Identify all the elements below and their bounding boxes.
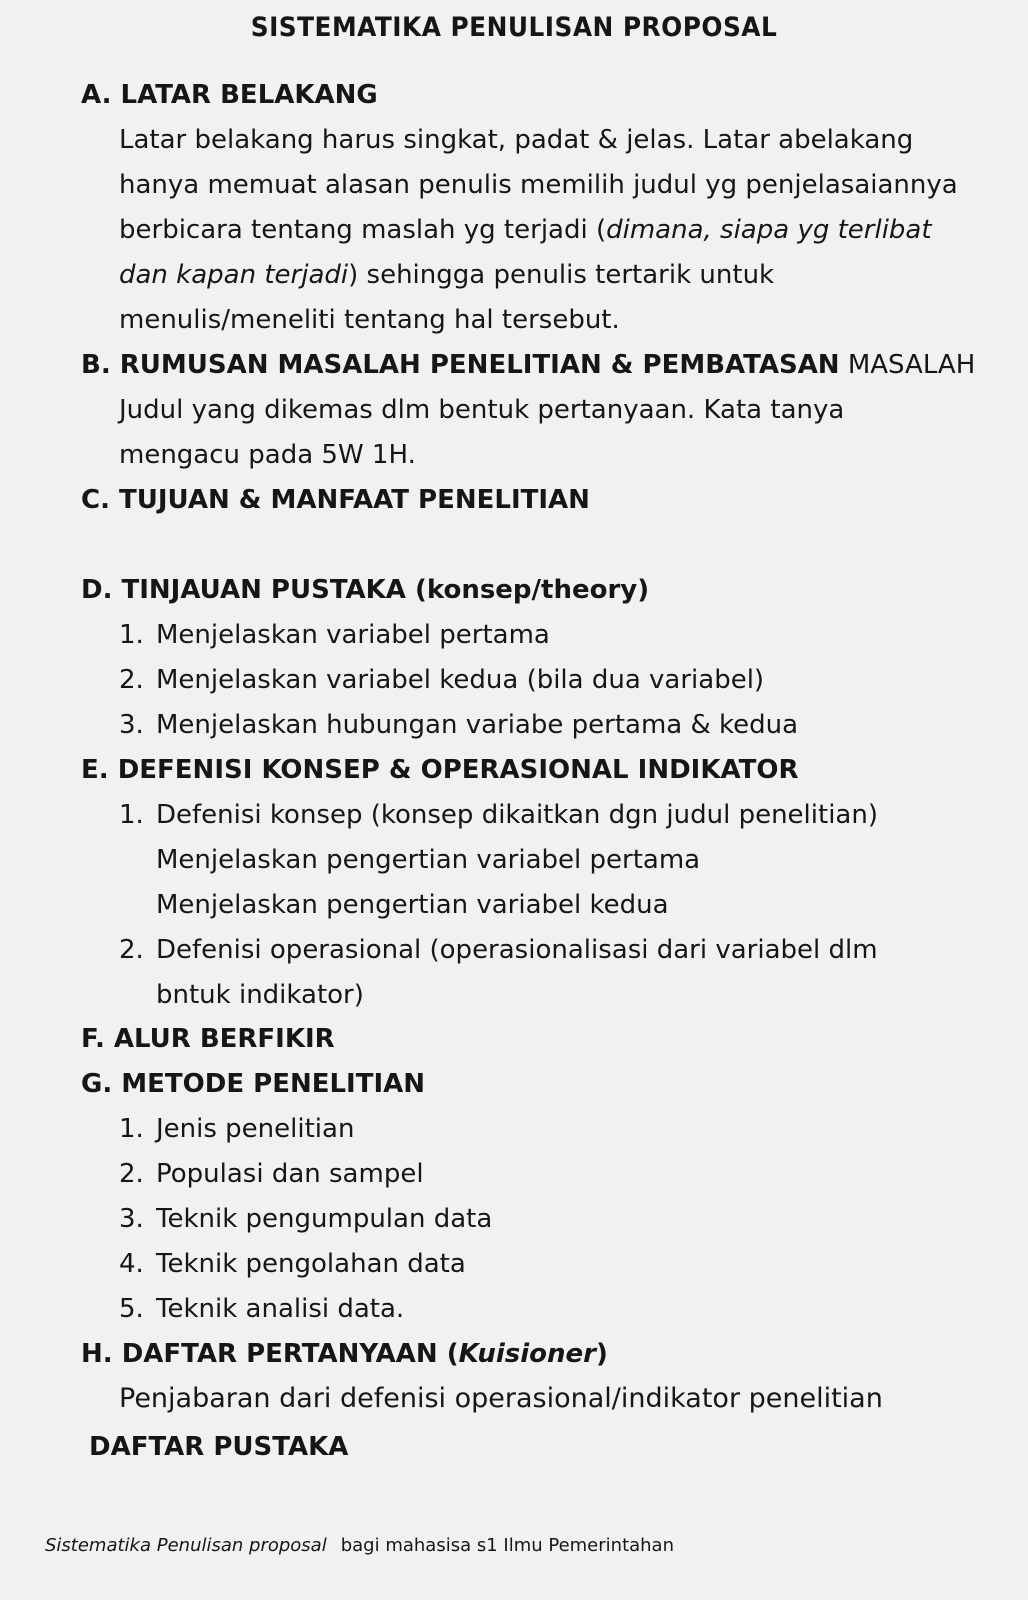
section-d-item-2-number: 2. bbox=[119, 665, 144, 695]
section-a-line-4-italic: dan kapan terjadi bbox=[119, 260, 349, 290]
section-b-heading-rest: MASALAH bbox=[839, 350, 976, 380]
section-g-item-2: Populasi dan sampel bbox=[156, 1159, 424, 1189]
document-title: SISTEMATIKA PENULISAN PROPOSAL bbox=[250, 12, 778, 43]
section-h-heading-text: H. DAFTAR PERTANYAAN ( bbox=[81, 1339, 459, 1369]
section-g-item-1: Jenis penelitian bbox=[156, 1114, 355, 1144]
section-g-heading: G. METODE PENELITIAN bbox=[81, 1069, 426, 1099]
footer-note bbox=[45, 1534, 674, 1558]
section-d-item-3-number: 3. bbox=[119, 710, 144, 740]
section-b-heading bbox=[81, 348, 975, 382]
section-g-item-3: Teknik pengumpulan data bbox=[156, 1204, 493, 1234]
section-e-item-1-line-3: Menjelaskan pengertian variabel kedua bbox=[156, 890, 669, 920]
section-g-item-4: Teknik pengolahan data bbox=[156, 1249, 466, 1279]
section-h-line-1: Penjabaran dari defenisi operasional/indikator penelitian bbox=[119, 1383, 883, 1414]
footer-italic: Sistematika Penulisan proposal bbox=[45, 1535, 327, 1556]
section-a-line-5: menulis/meneliti tentang hal tersebut. bbox=[119, 305, 620, 335]
section-a-line-3-text: berbicara tentang maslah yg terjadi ( bbox=[119, 215, 607, 245]
daftar-pustaka-heading: DAFTAR PUSTAKA bbox=[89, 1432, 349, 1462]
section-e-item-1-number: 1. bbox=[119, 800, 144, 830]
section-b-line-2: mengacu pada 5W 1H. bbox=[119, 440, 416, 470]
section-c-heading: C. TUJUAN & MANFAAT PENELITIAN bbox=[81, 485, 590, 515]
section-a-line-4-text: ) sehingga penulis tertarik untuk bbox=[348, 260, 775, 290]
section-g-item-1-number: 1. bbox=[119, 1114, 144, 1144]
footer-text: bagi mahasisa s1 Ilmu Pemerintahan bbox=[340, 1535, 674, 1556]
section-a-line-4 bbox=[119, 258, 774, 292]
section-d-heading: D. TINJAUAN PUSTAKA (konsep/theory) bbox=[81, 575, 650, 605]
section-e-heading: E. DEFENISI KONSEP & OPERASIONAL INDIKATOR bbox=[81, 755, 799, 785]
section-e-item-1: Defenisi konsep (konsep dikaitkan dgn judul penelitian) bbox=[156, 800, 878, 830]
section-d-item-1: Menjelaskan variabel pertama bbox=[156, 620, 550, 650]
section-a-heading: A. LATAR BELAKANG bbox=[81, 80, 378, 110]
section-d-item-2: Menjelaskan variabel kedua (bila dua variabel) bbox=[156, 665, 765, 695]
section-g-item-5: Teknik analisi data. bbox=[156, 1294, 405, 1324]
section-a-line-3-italic: dimana, siapa yg terlibat bbox=[606, 215, 932, 245]
section-e-item-1-line-2: Menjelaskan pengertian variabel pertama bbox=[156, 845, 701, 875]
section-h-heading-close: ) bbox=[595, 1339, 608, 1369]
section-g-item-3-number: 3. bbox=[119, 1204, 144, 1234]
section-f-heading: F. ALUR BERFIKIR bbox=[81, 1024, 335, 1054]
section-g-item-2-number: 2. bbox=[119, 1159, 144, 1189]
section-a-line-3 bbox=[119, 213, 932, 247]
section-d-item-1-number: 1. bbox=[119, 620, 144, 650]
section-a-line-2: hanya memuat alasan penulis memilih judul yg penjelasaiannya bbox=[119, 170, 958, 200]
section-d-item-3: Menjelaskan hubungan variabe pertama & kedua bbox=[156, 710, 799, 740]
section-a-line-1: Latar belakang harus singkat, padat & jelas. Latar abelakang bbox=[119, 125, 914, 155]
section-h-heading bbox=[81, 1337, 608, 1371]
section-e-item-2: Defenisi operasional (operasionalisasi dari variabel dlm bbox=[156, 935, 878, 965]
section-h-heading-italic: Kuisioner bbox=[458, 1339, 596, 1369]
section-e-item-2-line-2: bntuk indikator) bbox=[156, 980, 364, 1010]
section-g-item-5-number: 5. bbox=[119, 1294, 144, 1324]
section-e-item-2-number: 2. bbox=[119, 935, 144, 965]
section-b-heading-bold: B. RUMUSAN MASALAH PENELITIAN & PEMBATASAN bbox=[81, 350, 840, 380]
section-b-line-1: Judul yang dikemas dlm bentuk pertanyaan. Kata tanya bbox=[119, 395, 845, 425]
section-g-item-4-number: 4. bbox=[119, 1249, 144, 1279]
